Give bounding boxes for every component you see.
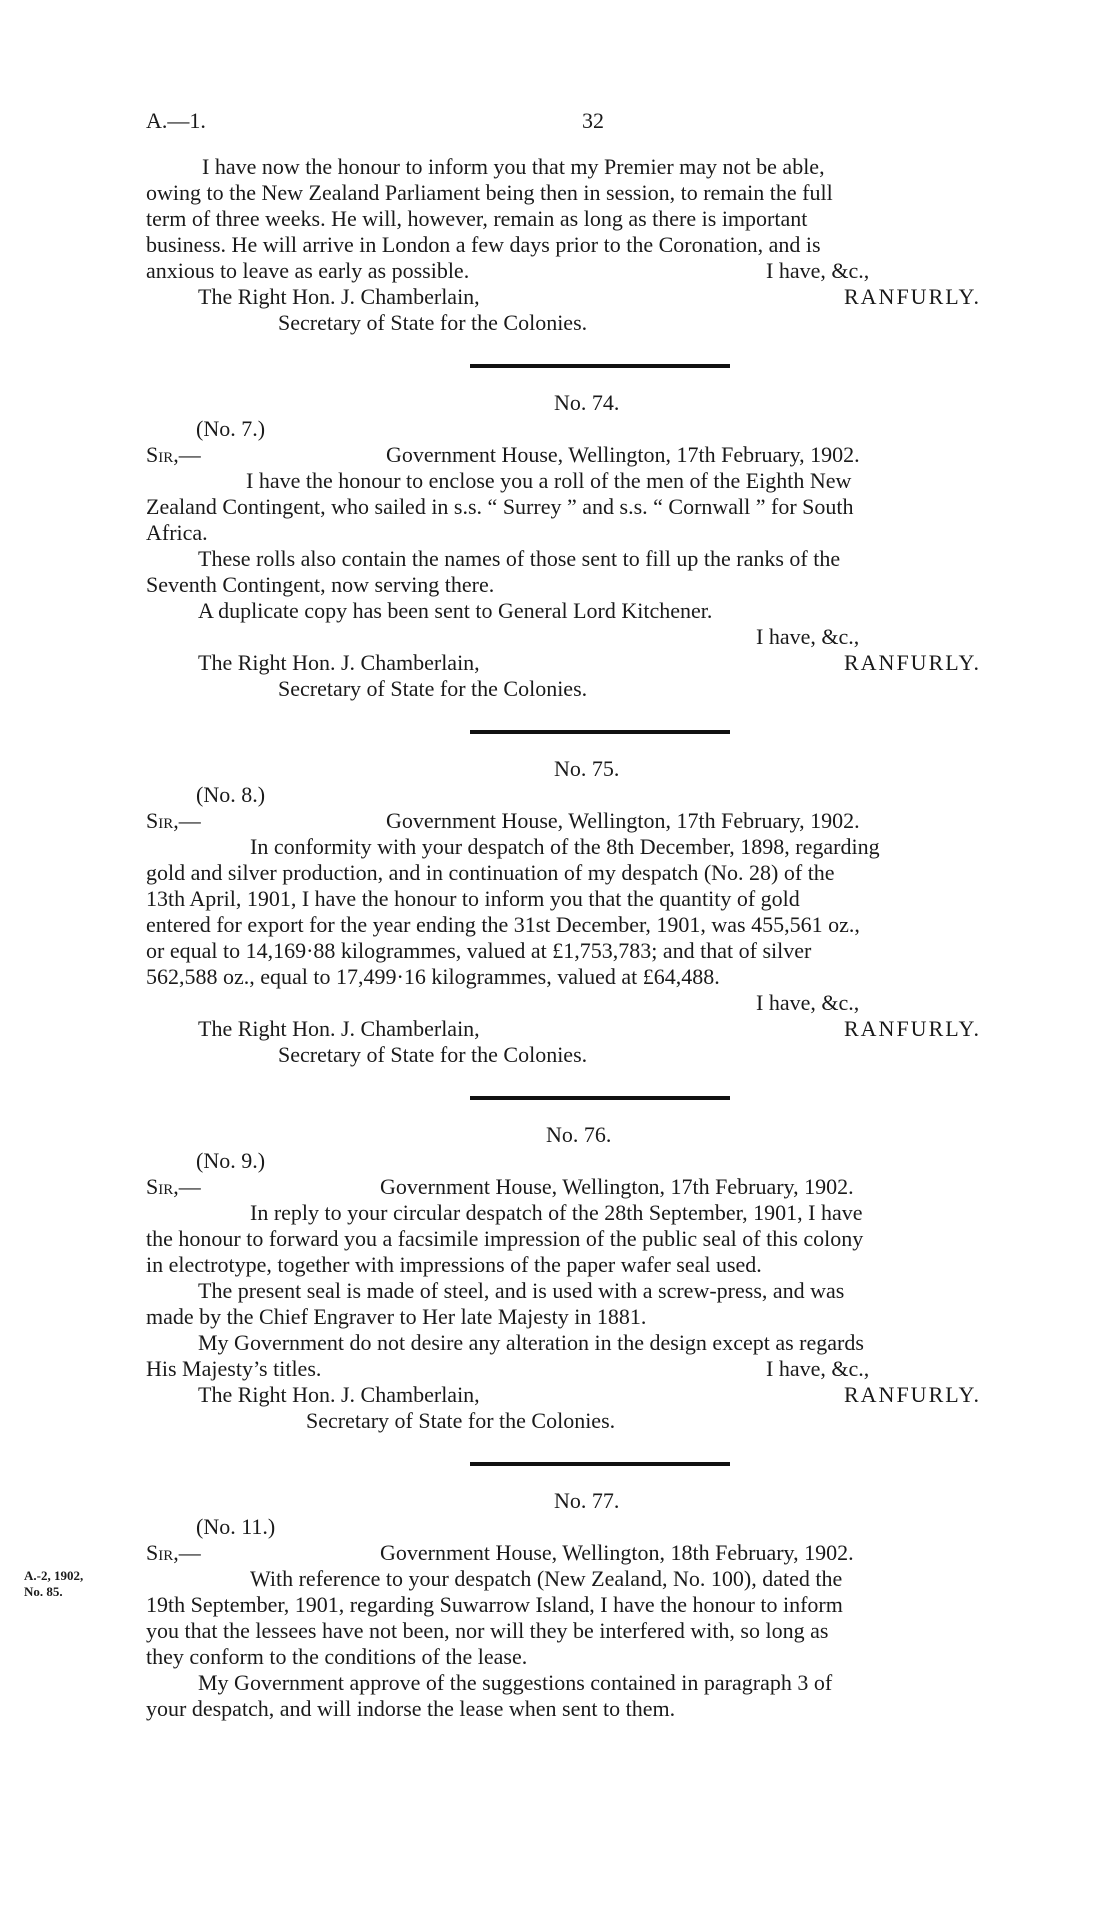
body-line: My Government do not desire any alteration in the design except as regards	[198, 1330, 864, 1355]
letter-number: No. 77.	[554, 1488, 620, 1513]
body-line: 13th April, 1901, I have the honour to inform you that the quantity of gold	[146, 886, 800, 911]
body-line: Zealand Contingent, who sailed in s.s. “ Surrey ” and s.s. “ Cornwall ” for South	[146, 494, 854, 519]
body-line: In reply to your circular despatch of the 28th September, 1901, I have	[250, 1200, 863, 1225]
body-line: entered for export for the year ending the 31st December, 1901, was 455,561 oz.,	[146, 912, 860, 937]
closing: I have, &c.,	[756, 990, 860, 1015]
letter-ref: (No. 7.)	[196, 416, 266, 441]
addressee: The Right Hon. J. Chamberlain,	[198, 1382, 480, 1407]
body-line: 562,588 oz., equal to 17,499·16 kilogrammes, valued at £64,488.	[146, 964, 720, 989]
body-line: 19th September, 1901, regarding Suwarrow Island, I have the honour to inform	[146, 1592, 843, 1617]
body-line: His Majesty’s titles.	[146, 1356, 322, 1381]
sender-address: Government House, Wellington, 17th February, 1902.	[380, 1174, 854, 1199]
addressee-title: Secretary of State for the Colonies.	[278, 1042, 588, 1067]
body-line: A duplicate copy has been sent to General Lord Kitchener.	[198, 598, 713, 623]
addressee-title: Secretary of State for the Colonies.	[306, 1408, 616, 1433]
letter-number: No. 74.	[554, 390, 620, 415]
body-line: owing to the New Zealand Parliament being then in session, to remain the full	[146, 180, 833, 205]
body-line: These rolls also contain the names of those sent to fill up the ranks of the	[198, 546, 841, 571]
body-line: made by the Chief Engraver to Her late Majesty in 1881.	[146, 1304, 647, 1329]
salutation: Sir,—	[146, 808, 201, 833]
body-line: In conformity with your despatch of the 8th December, 1898, regarding	[250, 834, 880, 859]
letter-ref: (No. 9.)	[196, 1148, 266, 1173]
letter-number: No. 76.	[546, 1122, 612, 1147]
sender-address: Government House, Wellington, 17th February, 1902.	[386, 808, 860, 833]
body-line: term of three weeks. He will, however, remain as long as there is important	[146, 206, 808, 231]
body-line: you that the lessees have not been, nor will they be interfered with, so long as	[146, 1618, 829, 1643]
section-rule	[470, 1096, 730, 1100]
signature: RANFURLY.	[844, 650, 982, 675]
addressee-title: Secretary of State for the Colonies.	[278, 310, 588, 335]
signature: RANFURLY.	[844, 1016, 982, 1041]
body-line: I have now the honour to inform you that my Premier may not be able,	[202, 154, 825, 179]
salutation: Sir,—	[146, 1540, 201, 1565]
addressee: The Right Hon. J. Chamberlain,	[198, 1016, 480, 1041]
addressee: The Right Hon. J. Chamberlain,	[198, 650, 480, 675]
body-line: or equal to 14,169·88 kilogrammes, valued at £1,753,783; and that of silver	[146, 938, 812, 963]
sender-address: Government House, Wellington, 17th February, 1902.	[386, 442, 860, 467]
body-line: they conform to the conditions of the lease.	[146, 1644, 528, 1669]
body-line: your despatch, and will indorse the lease when sent to them.	[146, 1696, 676, 1721]
letter-number: No. 75.	[554, 756, 620, 781]
section-rule	[470, 1462, 730, 1466]
closing: I have, &c.,	[766, 1356, 870, 1381]
salutation: Sir,—	[146, 1174, 201, 1199]
body-line: anxious to leave as early as possible.	[146, 258, 470, 283]
page-number: 32	[582, 108, 604, 133]
section-rule	[470, 730, 730, 734]
body-line: Africa.	[146, 520, 208, 545]
header-ref: A.—1.	[146, 108, 206, 133]
body-line: Seventh Contingent, now serving there.	[146, 572, 495, 597]
margin-reference: A.-2, 1902, No. 85.	[24, 1568, 84, 1599]
body-line: gold and silver production, and in continuation of my despatch (No. 28) of the	[146, 860, 835, 885]
sender-address: Government House, Wellington, 18th February, 1902.	[380, 1540, 854, 1565]
body-line: in electrotype, together with impressions of the paper wafer seal used.	[146, 1252, 762, 1277]
letter-ref: (No. 11.)	[196, 1514, 276, 1539]
body-line: business. He will arrive in London a few days prior to the Coronation, and is	[146, 232, 821, 257]
body-line: the honour to forward you a facsimile impression of the public seal of this colony	[146, 1226, 864, 1251]
body-line: My Government approve of the suggestions contained in paragraph 3 of	[198, 1670, 833, 1695]
closing: I have, &c.,	[756, 624, 860, 649]
signature: RANFURLY.	[844, 284, 982, 309]
closing: I have, &c.,	[766, 258, 870, 283]
addressee-title: Secretary of State for the Colonies.	[278, 676, 588, 701]
body-line: The present seal is made of steel, and is used with a screw-press, and was	[198, 1278, 845, 1303]
salutation: Sir,—	[146, 442, 201, 467]
addressee: The Right Hon. J. Chamberlain,	[198, 284, 480, 309]
letter-ref: (No. 8.)	[196, 782, 266, 807]
body-line: I have the honour to enclose you a roll of the men of the Eighth New	[246, 468, 852, 493]
signature: RANFURLY.	[844, 1382, 982, 1407]
body-line: With reference to your despatch (New Zealand, No. 100), dated the	[250, 1566, 843, 1591]
section-rule	[470, 364, 730, 368]
